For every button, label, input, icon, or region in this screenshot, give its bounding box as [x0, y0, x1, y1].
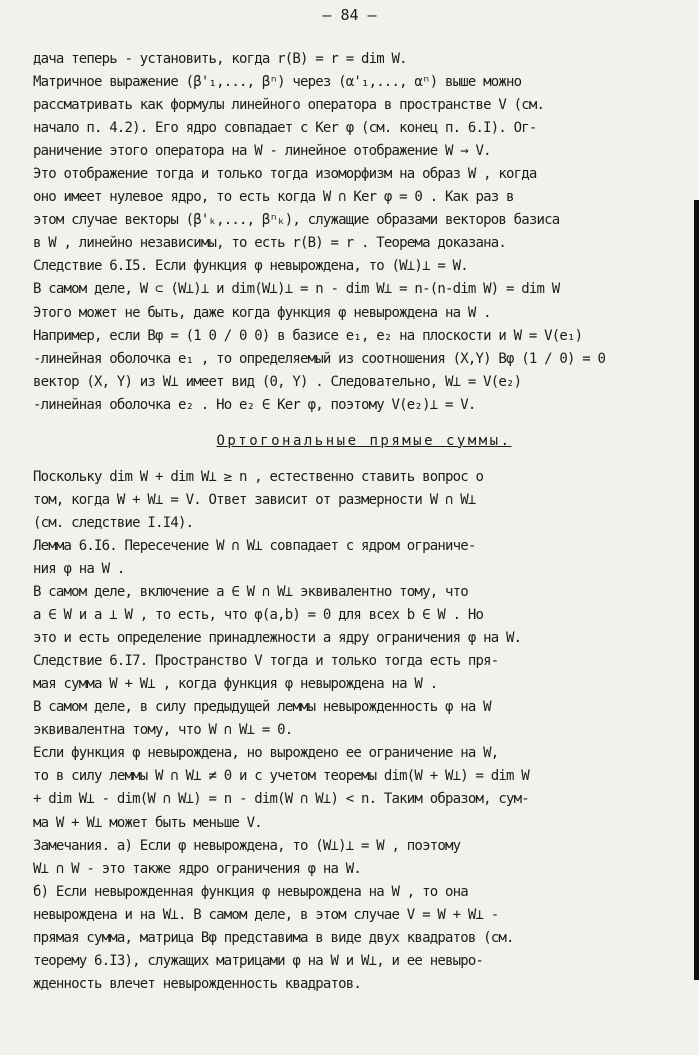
text-line: вектор (X, Y) из W⊥ имеет вид (0, Y) . Следовательно, W⊥ = V(e₂) [33, 373, 522, 390]
text-line [33, 453, 695, 466]
text-body [33, 48, 695, 996]
text-line: Лемма 6.I6. Пересечение W ∩ W⊥ совпадает с ядром ограниче- [33, 537, 476, 554]
text-line: ния φ на W . [33, 560, 125, 577]
text-line: дача теперь - установить, когда r(B) = r = dim W. [33, 51, 407, 67]
text-line: этом случае векторы (β'ₖ,..., βⁿₖ), служащие образами векторов базиса [33, 212, 560, 229]
text-line: то в силу леммы W ∩ W⊥ ≠ 0 и с учетом теоремы dim(W + W⊥) = dim W [33, 768, 529, 785]
text-line: a ∈ W и a ⊥ W , то есть, что φ(a,b) = 0 для всех b ∈ W . Но [33, 607, 484, 624]
text-line: Матричное выражение (β'₁,..., βⁿ) через (α'₁,..., αⁿ) выше можно [33, 74, 522, 91]
text-line: В самом деле, включение a ∈ W ∩ W⊥ эквивалентно тому, что [33, 584, 468, 601]
text-line: в W , линейно независимы, то есть r(B) = r . Теорема доказана. [33, 235, 506, 252]
text-line: том, когда W + W⊥ = V. Ответ зависит от размерности W ∩ W⊥ [33, 491, 476, 508]
text-line: (см. следствие I.I4). [33, 514, 194, 531]
text-line: б) Если невырожденная функция φ невырождена на W , то она [33, 883, 468, 900]
text-line: -линейная оболочка e₂ . Но e₂ ∈ Ker φ, поэтому V(e₂)⊥ = V. [33, 396, 476, 413]
text-line: + dim W⊥ - dim(W ∩ W⊥) = n - dim(W ∩ W⊥) < n. Таким образом, сум- [33, 791, 529, 808]
text-line: Это отображение тогда и только тогда изоморфизм на образ W , когда [33, 166, 537, 183]
text-line: мая сумма W + W⊥ , когда функция φ невырождена на W . [33, 676, 438, 693]
text-line: В самом деле, в силу предыдущей леммы невырожденность φ на W [33, 699, 491, 716]
text-line: эквивалентна тому, что W ∩ W⊥ = 0. [33, 722, 293, 739]
text-line: раничение этого оператора на W - линейное отображение W → V. [33, 143, 491, 160]
page-number: – 84 – [322, 6, 377, 24]
text-line: жденность влечет невырожденность квадратов. [33, 975, 362, 992]
text-line: Замечания. а) Если φ невырождена, то (W⊥)⊥ = W , поэтому [33, 837, 461, 854]
text-line: Если функция φ невырождена, но вырождено ее ограничение на W, [33, 745, 499, 762]
scan-edge-shadow [694, 200, 699, 980]
text-line: теорему 6.I3), служащих матрицами φ на W и W⊥, и ее невыро- [33, 952, 484, 969]
text-line: В самом деле, W ⊂ (W⊥)⊥ и dim(W⊥)⊥ = n - dim W⊥ = n-(n-dim W) = dim W [33, 281, 560, 298]
text-line: Поскольку dim W + dim W⊥ ≥ n , естественно ставить вопрос о [33, 468, 484, 485]
text-line: невырождена и на W⊥. В самом деле, в этом случае V = W + W⊥ - [33, 906, 499, 923]
text-line: Следствие 6.I7. Пространство V тогда и только тогда есть пря- [33, 653, 499, 670]
text-line: -линейная оболочка e₁ , то определяемый из соотношения (X,Y) Bφ (1 / 0) = 0 [33, 350, 606, 367]
text-line: прямая сумма, матрица Bφ представима в виде двух квадратов (см. [33, 929, 514, 946]
text-line: Этого может не быть, даже когда функция φ невырождена на W . [33, 304, 491, 321]
text-line: ма W + W⊥ может быть меньше V. [33, 814, 262, 831]
text-line: оно имеет нулевое ядро, то есть когда W ∩ Ker φ = 0 . Как раз в [33, 189, 514, 206]
text-line: рассматривать как формулы линейного оператора в пространстве V (см. [33, 97, 545, 114]
text-line: начало п. 4.2). Его ядро совпадает с Ker φ (см. конец п. 6.I). Ог- [33, 120, 537, 137]
text-line: это и есть определение принадлежности a ядру ограничения φ на W. [33, 630, 522, 647]
section-heading: Ортогональные прямые суммы. [216, 432, 512, 449]
text-line: W⊥ ∩ W - это также ядро ограничения φ на W. [33, 860, 362, 877]
text-line: Следствие 6.I5. Если функция φ невырождена, то (W⊥)⊥ = W. [33, 258, 468, 275]
text-line [33, 417, 695, 430]
text-line: Например, если Bφ = (1 0 / 0 0) в базисе e₁, e₂ на плоскости и W = V(e₁) [33, 327, 583, 344]
